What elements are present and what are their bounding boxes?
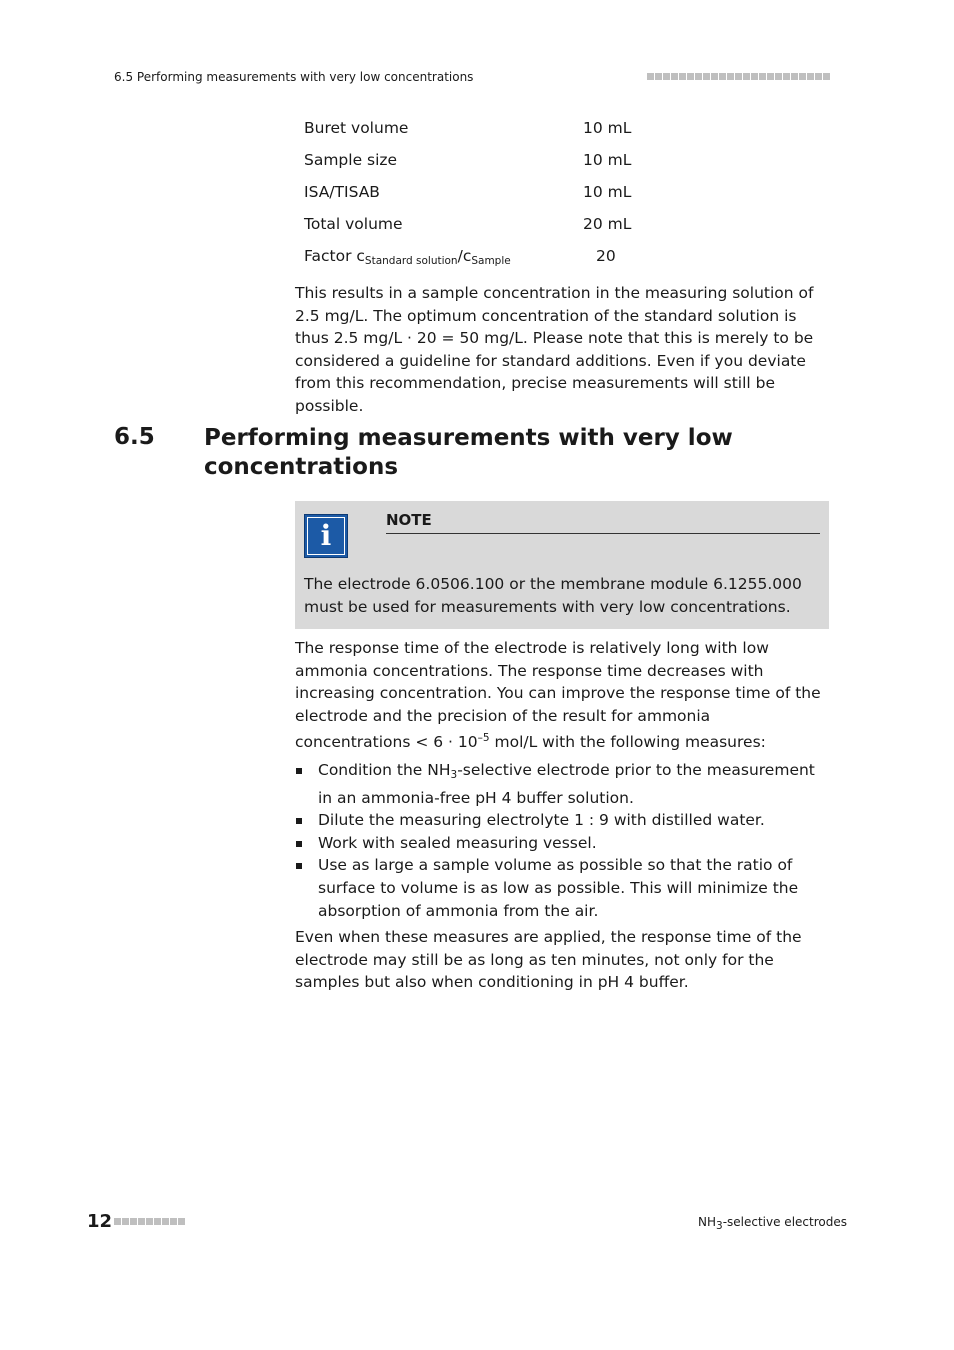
table-label: Total volume <box>304 215 403 233</box>
footer-product-name: $NH_3$-selective electrodes <box>698 1215 847 1232</box>
list-item: Dilute the measuring electrolyte 1 : 9 with distilled water. <box>295 809 829 832</box>
running-header-title: 6.5 Performing measurements with very low concentrations <box>114 70 474 84</box>
measures-list <box>295 759 829 922</box>
note-divider <box>386 533 820 534</box>
table-value: 10 mL <box>583 119 632 137</box>
factor-label: Factor $c_{Standard solution}/c_{Sample}$ <box>304 247 511 267</box>
list-item: Work with sealed measuring vessel. <box>295 832 829 855</box>
table-value: 10 mL <box>583 183 632 201</box>
list-item: Condition the $NH_3$-selective electrode prior to the measurement in an ammonia-free pH 4 buffer solution. <box>295 759 829 809</box>
result-paragraph: This results in a sample concentration in the measuring solution of 2.5 mg/L. The optimum concentration of the standard solution is thus 2.5 mg/L · 20 = 50 mg/L. Please note that this is merely to be considered a guideline for standard additions. Even if you deviate from this recommendation, precise measurements will still be possible. <box>295 284 814 415</box>
list-item: Use as large a sample volume as possible so that the ratio of surface to volume is as low as possible. This will minimize the absorption of ammonia from the air. <box>295 854 829 922</box>
section-number: 6.5 <box>114 424 155 450</box>
header-decoration <box>647 73 830 80</box>
table-row <box>304 213 664 245</box>
table-value: 10 mL <box>583 151 632 169</box>
table-row <box>304 181 664 213</box>
note-box <box>295 501 829 629</box>
page-number: 12 <box>87 1211 113 1232</box>
table-row <box>304 149 664 181</box>
table-label: Buret volume <box>304 119 409 137</box>
closing-paragraph: Even when these measures are applied, the response time of the electrode may still be as long as ten minutes, not only for the samples but also when conditioning in pH 4 buffer. <box>295 928 802 992</box>
table-label: Sample size <box>304 151 398 169</box>
info-icon: i <box>304 514 348 558</box>
note-text: The electrode 6.0506.100 or the membrane module 6.1255.000 must be used for measurements with very low concentrations. <box>304 575 802 616</box>
response-time-paragraph: The response time of the electrode is relatively long with low ammonia concentrations. The response time decreases with increasing concentration. You can improve the response time of the electrode and the precision of the result for ammonia concentrations < $6 \cdot 10^{-5}$ mol/L with the following measures: <box>295 639 821 752</box>
table-value: 20 mL <box>583 215 632 233</box>
parameter-table <box>304 117 664 277</box>
table-label: ISA/TISAB <box>304 183 380 201</box>
table-row <box>304 117 664 149</box>
table-row-factor <box>304 245 664 277</box>
section-title: Performing measurements with very low concentrations <box>204 425 733 480</box>
factor-value: 20 <box>596 247 616 265</box>
footer-decoration <box>114 1218 185 1225</box>
note-title: NOTE <box>386 511 432 529</box>
